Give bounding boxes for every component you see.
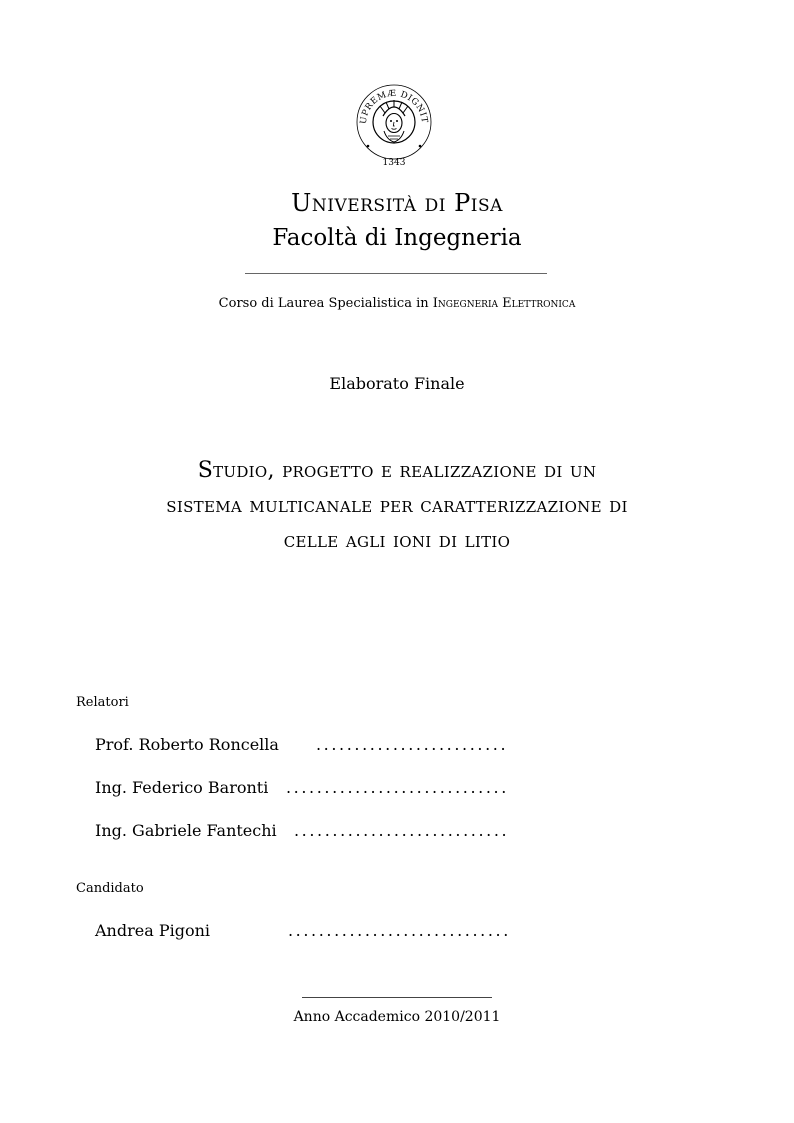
university-name: Università di Pisa xyxy=(291,189,503,217)
signature-line: ......................... xyxy=(316,735,509,754)
seal-dot-right xyxy=(419,145,422,148)
thesis-title xyxy=(60,453,734,558)
academic-year: Anno Accademico 2010/2011 xyxy=(293,1009,501,1025)
relatore-name: Ing. Federico Baronti xyxy=(95,778,269,797)
document-type: Elaborato Finale xyxy=(329,374,465,393)
thesis-title-line: Studio, progetto e realizzazione di un xyxy=(197,458,597,483)
relatore-name: Prof. Roberto Roncella xyxy=(95,735,279,754)
course-line xyxy=(0,294,794,314)
seal-figure xyxy=(380,100,408,142)
candidato-label: Candidato xyxy=(76,881,144,896)
thesis-title-line: celle agli ioni di litio xyxy=(283,528,511,553)
course-name: Ingegneria Elettronica xyxy=(432,296,576,311)
candidato-name: Andrea Pigoni xyxy=(95,921,211,940)
university-seal xyxy=(354,76,434,170)
relatori-label: Relatori xyxy=(76,695,129,710)
seal-year: 1343 xyxy=(382,158,406,168)
seal-motto: UPREMÆ DIGNIT xyxy=(358,88,430,125)
signature-line: ............................ xyxy=(294,821,510,840)
seal-graphic xyxy=(354,76,434,170)
course-prefix: Corso di Laurea Specialistica in xyxy=(218,296,429,311)
faculty-name: Facoltà di Ingegneria xyxy=(272,225,522,251)
signature-line: ............................. xyxy=(286,778,509,797)
seal-dot-left xyxy=(367,145,370,148)
signature-line: ............................. xyxy=(288,921,511,940)
relatore-name: Ing. Gabriele Fantechi xyxy=(95,821,277,840)
footer-divider xyxy=(302,997,492,998)
thesis-title-line: sistema multicanale per caratterizzazione di xyxy=(166,493,628,518)
header-divider xyxy=(245,273,547,274)
